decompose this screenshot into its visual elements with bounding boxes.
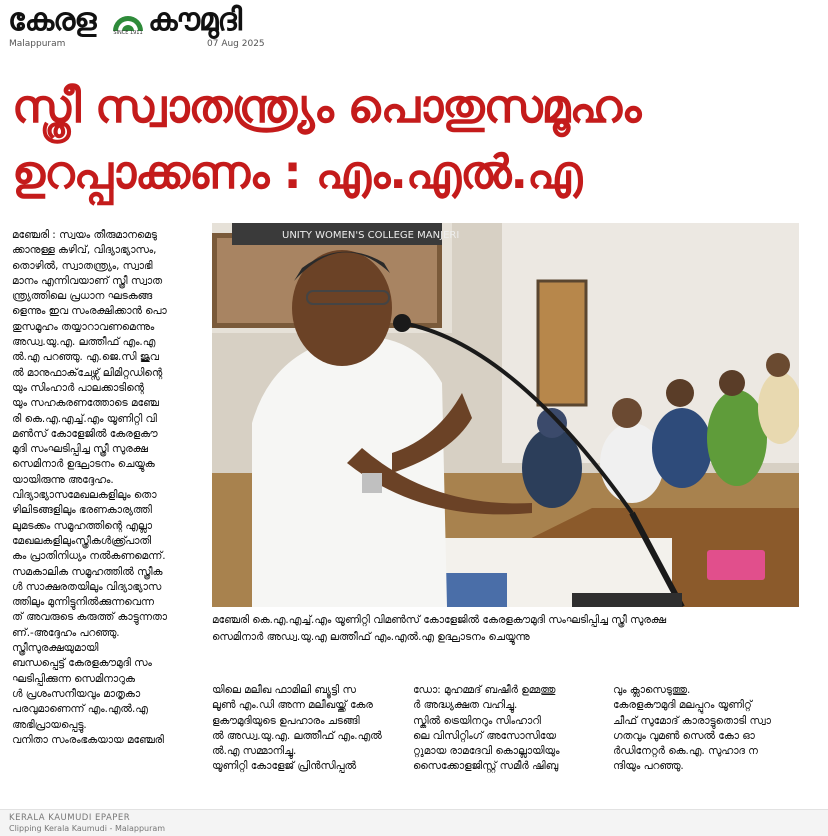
article-line: വനിതാ സംരംഭകയായ മഞ്ചേരി xyxy=(12,733,164,746)
article-column-3 xyxy=(413,683,599,775)
article-line: മേഖലകളിലുംസ്ത്രീകൾക്ക്പ്രാതി xyxy=(12,534,152,547)
article-line: ത്തിലും മുന്നിട്ടുനിൽക്കുന്നവെന്ന xyxy=(12,596,154,609)
article-line: മൺസ് കോളേജിൽ കേരളകൗ xyxy=(12,427,158,440)
article-line: ഗതവും വുമൺ സെൽ കോ ഓ xyxy=(613,729,755,742)
article-line: ൾ പ്രശംസനീയവും മാതൃകാ xyxy=(12,687,141,700)
article-line: ർഡിനേറ്റർ കെ.എ. സുഹാദ ന xyxy=(613,745,758,758)
article-line: തൊഴിൽ, സ്വാതന്ത്ര്യം, സ്വാഭി xyxy=(12,259,153,272)
article-line: ൽ.എ സമ്മാനിച്ചു. xyxy=(212,745,297,758)
article-line: ർ അദ്ധ്യക്ഷത വഹിച്ചു. xyxy=(413,699,518,712)
headline-line-1: സ്ത്രീ സ്വാതന്ത്ര്യം പൊതുസമൂഹം xyxy=(12,79,641,133)
article-line: അഭിപ്രായപ്പെട്ടു. xyxy=(12,718,87,731)
article-line: ൽ അഡ്വ.യു.എ. ലത്തീഫ് എം.എൽ xyxy=(212,729,382,742)
article-column-2 xyxy=(212,683,398,775)
article-line: അഡ്വ.യു.എ. ലത്തീഫ് എം.എ xyxy=(12,336,156,349)
article-column-4 xyxy=(613,683,799,775)
seminar-photo-illustration xyxy=(212,223,799,607)
article-line: സമകാലിക സമൂഹത്തിൽ സ്ത്രീക xyxy=(12,565,163,578)
article-line: രി കെ.എ.എച്ച്.എം യൂണിറ്റി വി xyxy=(12,412,157,425)
article-line: കേരളകൗമുദി മലപ്പുറം യൂണിറ്റ് xyxy=(613,699,752,712)
article-photo xyxy=(212,223,799,607)
article-line: ളകൗമുദിയുടെ ഉപഹാരം ചടങ്ങി xyxy=(212,714,360,727)
article-line: ൽ.എ പറഞ്ഞു. എ.ജെ.സി ജുവ xyxy=(12,351,159,364)
edition-label: Malappuram xyxy=(9,39,66,49)
article-line: ണ്.-അദ്ദേഹം പറഞ്ഞു. xyxy=(12,626,120,639)
article-line: ലുമടക്കം സമൂഹത്തിന്റെ എല്ലാ xyxy=(12,519,152,532)
edition-date: 07 Aug 2025 xyxy=(207,39,265,49)
masthead xyxy=(8,2,338,38)
article-line: മുദി സംഘടിപ്പിച്ച സ്ത്രീ സുരക്ഷ xyxy=(12,443,148,456)
article-line: പരവുമാണെന്ന് എം.എൽ.എ xyxy=(12,703,148,716)
article-line: ബന്ധപ്പെട്ട് കേരളകൗമുദി സം xyxy=(12,657,152,670)
footer-bar xyxy=(0,809,828,836)
article-line: തുസമൂഹം തയ്യാറാവണമെന്നും xyxy=(12,320,155,333)
article-line: ഴിലിടങ്ങളിലും ഭരണകാര്യത്തി xyxy=(12,504,152,517)
article-line: റ്റുമായ രാമദേവി കൊല്ലായിയും xyxy=(413,745,560,758)
headline-line-2: ഉറപ്പാക്കണം : എം.എൽ.എ xyxy=(12,145,582,199)
article-column-1 xyxy=(12,228,205,748)
article-line: യും സിംഹാർ പാലക്കാടിന്റെ xyxy=(12,381,144,394)
article-line: യിലെ മലീഖ ഫാമിലി ബ്യൂട്ടി സ xyxy=(212,684,356,696)
footer-brand: KERALA KAUMUDI EPAPER xyxy=(9,813,131,823)
article-line: സ്ത്രീസുരക്ഷയുമായി xyxy=(12,642,99,655)
article-line: ളെന്നും ഇവ സംരക്ഷിക്കാൻ പൊ xyxy=(12,305,167,318)
article-line: യും സഹകരണത്തോടെ മഞ്ചേ xyxy=(12,397,159,410)
article-line: ൾ സാക്ഷരതയിലും വിദ്യാഭ്യാസ xyxy=(12,580,162,593)
article-line: ലൂൺ എം.ഡി അന്ന മലീഖയ്ക്ക് കേര xyxy=(212,699,373,712)
article-line: ൽ മാനുഫാക്‌ചേഴ്സ് ലിമിറ്റഡിന്റെ xyxy=(12,366,163,379)
article-line: മാനം എന്നിവയാണ് സ്ത്രീ സ്വാത xyxy=(12,274,163,287)
article-line: മഞ്ചേരി : സ്വയം തീരുമാനമെടു xyxy=(12,229,157,241)
banner-text: UNITY WOMEN'S COLLEGE MANJERI xyxy=(282,230,460,241)
masthead-since: SINCE 1911 xyxy=(113,30,143,36)
article-line: സെമിനാർ ഉദ്ഘാടനം ചെയ്യുക xyxy=(12,458,155,471)
masthead-name-right: കൗമുദി xyxy=(148,2,242,38)
article-line: കം പ്രാതിനിധ്യം നൽകണമെന്ന്. xyxy=(12,550,166,563)
article-line: ഡോ: മുഹമ്മദ് ബഷീർ ഉമ്മത്തു xyxy=(413,684,556,696)
footer-clipping: Clipping Kerala Kaumudi - Malappuram xyxy=(9,824,166,833)
article-line: ലെ വിസിറ്റിംഗ് അസോസിയേ xyxy=(413,729,556,742)
article-line: ത് അവരുടെ കരുത്ത് കാട്ടുന്നതാ xyxy=(12,611,168,624)
masthead-name-left: കേരള xyxy=(8,2,96,38)
article-line: സ്കിൽ ട്രെയിനറും സിംഹാറി xyxy=(413,714,541,727)
article-line: ചീഫ് സുമോദ് കാരാട്ടുതൊടി സ്വാ xyxy=(613,714,771,727)
article-line: ക്കാനുള്ള കഴിവ്, വിദ്യാഭ്യാസം, xyxy=(12,244,157,257)
article-line: യൂണിറ്റി കോളേജ് പ്രിൻസിപ്പൽ xyxy=(212,760,357,773)
photo-caption xyxy=(212,612,799,646)
article-line: ഘടിപ്പിക്കുന്ന സെമിനാറുക xyxy=(12,672,135,685)
article-line: ന്ത്ര്യത്തിലെ പ്രധാന ഘടകങ്ങ xyxy=(12,290,153,303)
caption-line-2: സെമിനാർ അഡ്വ.യു.എ ലത്തീഫ് എം.എൽ.എ ഉദ്ഘാടനം ചെയ്യുന്നു xyxy=(212,631,530,643)
article-line: വും ക്ലാസെടുത്തു. xyxy=(613,684,691,696)
article-line: വിദ്യാഭ്യാസമേഖലകളിലും തൊ xyxy=(12,489,157,502)
article-line: സൈക്കോളജിസ്റ്റ് സമീർ ഷിബു xyxy=(413,760,559,773)
caption-line-1: മഞ്ചേരി കെ.എ.എച്ച്.എം യൂണിറ്റി വിമൺസ് കോളേജിൽ കേരളകൗമുദി സംഘടിപ്പിച്ച സ്ത്രീ സുരക്ഷ xyxy=(212,614,666,626)
article-line: ന്ദിയും പറഞ്ഞു. xyxy=(613,760,684,773)
article-line: യായിരുന്നു അദ്ദേഹം. xyxy=(12,473,114,486)
